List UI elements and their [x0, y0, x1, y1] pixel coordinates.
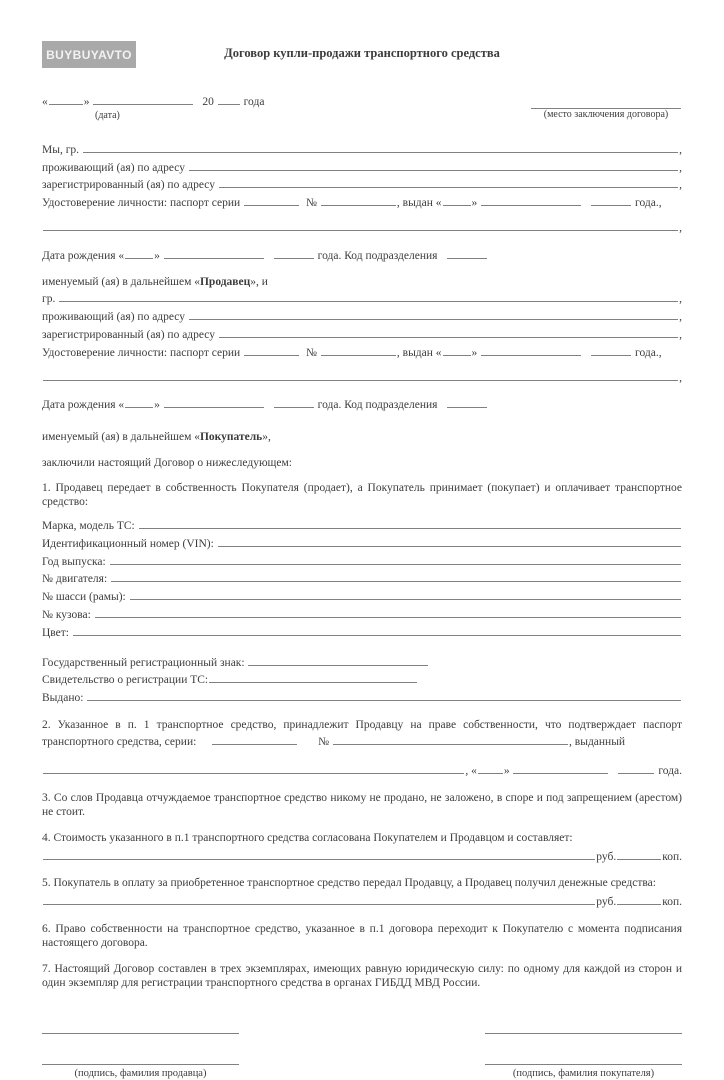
- form-text: »: [154, 399, 163, 412]
- blank-field: [212, 733, 297, 745]
- blank-field: [321, 344, 396, 356]
- vehicle-year-line: [42, 553, 682, 570]
- spacer: [194, 104, 202, 105]
- blank-field: [219, 326, 678, 338]
- clause-5-amount-line: [42, 893, 682, 910]
- clause-6-text: 6. Право собственности на транспортное средство, указанное в п.1 договора переходит к Покупателю с момента подписания настоящего договора.: [42, 923, 682, 950]
- form-text: Удостоверение личности: паспорт серии: [42, 346, 244, 359]
- form-text: ,: [679, 143, 682, 156]
- blank-field: [189, 308, 678, 320]
- blank-field: [73, 624, 681, 636]
- buyer-birthdate-line: [42, 396, 682, 413]
- blank-field: [244, 344, 299, 356]
- place-block: [530, 92, 682, 121]
- buyer-section: [42, 290, 682, 445]
- blank-field: [218, 535, 681, 547]
- clause-4-text: 4. Стоимость указанного в п.1 транспортного средства согласована Покупателем и Продавцом и составляет:: [42, 831, 573, 844]
- spacer: [265, 407, 273, 408]
- preamble-text: заключили настоящий Договор о нижеследующем:: [42, 456, 292, 469]
- buyer-passport-extra-line: [42, 369, 682, 386]
- spacer: [582, 355, 590, 356]
- form-text: транспортного средства, серии:: [42, 735, 200, 748]
- document-header: [42, 40, 682, 70]
- seller-address-line: [42, 159, 682, 176]
- form-text: ,: [679, 371, 682, 384]
- spacer: [298, 744, 318, 745]
- blank-field: [617, 893, 661, 905]
- vehicle-color-line: [42, 624, 682, 641]
- clause-5-text: 5. Покупатель в оплату за приобретенное транспортное средство передал Продавцу, а Продавец получил денежные средства:: [42, 877, 656, 890]
- blank-field: [189, 159, 678, 171]
- blank-field: [443, 194, 471, 206]
- clause-2-passport-line: [42, 733, 682, 750]
- vehicle-make-line: [42, 517, 682, 534]
- blank-field: [617, 848, 661, 860]
- registration-section: [42, 654, 682, 706]
- blank-field: [219, 176, 678, 188]
- buyer-address-line: [42, 308, 682, 325]
- seller-name-line: [42, 141, 682, 158]
- blank-field: [43, 893, 595, 905]
- blank-field: [139, 517, 681, 529]
- form-text: №: [318, 735, 333, 748]
- seller-signature-caption: (подпись, фамилия продавца): [74, 1068, 207, 1080]
- blank-field: [87, 689, 681, 701]
- form-text: ,: [679, 311, 682, 324]
- date-caption: (дата): [95, 109, 120, 121]
- form-text: года.: [655, 764, 682, 777]
- seller-alias-line: [42, 276, 682, 290]
- seller-passport-extra-line: [42, 219, 682, 236]
- form-text: ,: [679, 293, 682, 306]
- seller-signature-line-2: [42, 1053, 239, 1065]
- blank-field: [164, 396, 264, 408]
- blank-field: [531, 97, 681, 109]
- buyer-registered-line: [42, 326, 682, 343]
- blank-field: [591, 344, 631, 356]
- blank-field: [274, 396, 314, 408]
- form-text: № шасси (рамы):: [42, 591, 129, 604]
- blank-field: [248, 654, 428, 666]
- date-block: [42, 92, 264, 122]
- buyer-name-line: [42, 290, 682, 307]
- form-text: ,: [679, 221, 682, 234]
- form-text: , «: [465, 764, 477, 777]
- seller-section: [42, 141, 682, 290]
- form-text: именуемый (ая) в дальнейшем «: [42, 431, 200, 444]
- blank-field: [93, 93, 193, 105]
- form-text: Выдано:: [42, 692, 87, 705]
- form-text: Дата рождения «: [42, 399, 125, 412]
- form-text: Удостоверение личности: паспорт серии: [42, 197, 244, 210]
- blank-field: [447, 396, 487, 408]
- clause-2-issued-line: [42, 762, 682, 779]
- clause-2-text: 2. Указанное в п. 1 транспортное средство, принадлежит Продавцу на праве собственности, что подтверждает паспорт: [42, 718, 682, 731]
- blank-field: [591, 194, 631, 206]
- form-text: №: [306, 346, 320, 359]
- form-text: ,: [679, 179, 682, 192]
- form-text: »: [83, 96, 93, 108]
- buyer-signature-line-2: [485, 1053, 682, 1065]
- buybuyavto-logo: BUYBUYAVTO: [42, 41, 136, 68]
- blank-field: [218, 93, 240, 105]
- form-text: Марка, модель ТС:: [42, 519, 138, 532]
- form-text: руб.: [596, 896, 617, 909]
- form-text: года.,: [632, 197, 662, 210]
- form-text: Дата рождения «: [42, 249, 125, 262]
- clause-4-amount-line: [42, 848, 682, 865]
- buyer-passport-line: [42, 344, 682, 361]
- form-text: »: [471, 346, 481, 359]
- clause-7-text: 7. Настоящий Договор составлен в трех экземплярах, имеющих равную юридическую силу: по одному для каждой из сторон и один экземпляр для регистрации транспортного средства в органах ГИБДД МВД России.: [42, 963, 682, 990]
- vehicle-chassis-line: [42, 588, 682, 605]
- form-text: »,: [262, 431, 271, 444]
- blank-field: [618, 762, 654, 774]
- form-text: года. Код подразделения: [314, 399, 441, 412]
- blank-field: [244, 194, 299, 206]
- blank-field: [478, 762, 503, 774]
- form-text: ,: [679, 328, 682, 341]
- seller-signature-block: [42, 1022, 239, 1080]
- form-text: зарегистрированный (ая) по адресу: [42, 328, 218, 341]
- form-text-bold: Покупатель: [199, 431, 263, 444]
- blank-field: [481, 344, 581, 356]
- blank-field: [513, 762, 608, 774]
- blank-field: [209, 671, 417, 683]
- clause-3-text: 3. Со слов Продавца отчуждаемое транспортное средство никому не продано, не заложено, в споре и под запрещением (арестом) не стоит.: [42, 791, 682, 818]
- form-text: 20: [202, 96, 217, 108]
- date-place-row: [42, 92, 682, 122]
- form-text: проживающий (ая) по адресу: [42, 311, 188, 324]
- form-text: №: [306, 197, 320, 210]
- form-text: Год выпуска:: [42, 555, 109, 568]
- form-text: проживающий (ая) по адресу: [42, 161, 188, 174]
- form-text: »: [503, 764, 513, 777]
- blank-field: [447, 247, 487, 259]
- blank-field: [481, 194, 581, 206]
- blank-field: [333, 733, 568, 745]
- seller-signature-line-1: [42, 1022, 239, 1034]
- blank-field: [321, 194, 396, 206]
- reg-issued-line: [42, 689, 682, 706]
- seller-passport-line: [42, 194, 682, 211]
- form-text: Государственный регистрационный знак:: [42, 656, 248, 669]
- blank-field: [443, 344, 471, 356]
- reg-plate-line: [42, 654, 682, 671]
- reg-certificate-line: [42, 671, 682, 688]
- spacer: [265, 258, 273, 259]
- place-line: [530, 97, 682, 109]
- form-text: , выдан «: [396, 197, 442, 210]
- blank-field: [43, 219, 678, 231]
- vehicle-section: [42, 517, 682, 641]
- vehicle-body-line: [42, 606, 682, 623]
- form-text: Идентификационный номер (VIN):: [42, 537, 217, 550]
- vehicle-engine-line: [42, 570, 682, 587]
- blank-field: [164, 247, 264, 259]
- blank-field: [125, 396, 153, 408]
- place-caption: (место заключения договора): [543, 109, 669, 120]
- form-text: именуемый (ая) в дальнейшем «: [42, 275, 200, 288]
- blank-field: [59, 290, 678, 302]
- form-text: «: [42, 96, 48, 108]
- form-text-bold: Продавец: [199, 275, 251, 288]
- form-text: № кузова:: [42, 608, 94, 621]
- blank-field: [111, 570, 681, 582]
- clause-1-text: 1. Продавец передает в собственность Покупателя (продает), а Покупатель принимает (покупает) и оплачивает транспортное средство:: [42, 481, 682, 508]
- form-text: гр.: [42, 293, 59, 306]
- form-text: , выданный: [569, 735, 626, 748]
- blank-field: [130, 588, 681, 600]
- blank-field: [49, 93, 83, 105]
- blank-field: [43, 848, 595, 860]
- seller-birthdate-line: [42, 247, 682, 264]
- blank-field: [110, 553, 681, 565]
- buyer-alias-line: [42, 431, 682, 445]
- spacer: [440, 258, 446, 259]
- form-text: коп.: [662, 850, 682, 863]
- form-text: , выдан «: [396, 346, 442, 359]
- form-text: Цвет:: [42, 626, 72, 639]
- blank-field: [125, 247, 153, 259]
- clause-2-section: [42, 718, 682, 779]
- form-text: года. Код подразделения: [314, 249, 441, 262]
- form-text: »: [154, 249, 163, 262]
- blank-field: [83, 141, 678, 153]
- blank-field: [43, 369, 678, 381]
- form-text: года.,: [632, 346, 662, 359]
- form-text: года: [240, 96, 265, 108]
- buyer-signature-line-1: [485, 1022, 682, 1034]
- vehicle-vin-line: [42, 535, 682, 552]
- spacer: [582, 205, 590, 206]
- blank-field: [95, 606, 681, 618]
- spacer: [609, 773, 617, 774]
- document-title: Договор купли-продажи транспортного средства: [224, 46, 500, 60]
- blank-field: [274, 247, 314, 259]
- form-text: № двигателя:: [42, 573, 111, 586]
- form-text: руб.: [596, 850, 617, 863]
- signatures-row: [42, 1022, 682, 1080]
- buyer-signature-block: [485, 1022, 682, 1080]
- spacer: [199, 744, 211, 745]
- seller-registered-line: [42, 176, 682, 193]
- spacer: [440, 407, 446, 408]
- form-text: »: [471, 197, 481, 210]
- form-text: зарегистрированный (ая) по адресу: [42, 179, 218, 192]
- buyer-signature-caption: (подпись, фамилия покупателя): [512, 1068, 655, 1080]
- form-text: ,: [679, 161, 682, 174]
- date-line: [42, 93, 264, 110]
- form-text: », и: [250, 275, 268, 288]
- blank-field: [43, 762, 464, 774]
- form-text: Свидетельство о регистрации ТС:: [42, 674, 209, 687]
- form-text: Мы, гр.: [42, 143, 82, 156]
- form-text: коп.: [662, 896, 682, 909]
